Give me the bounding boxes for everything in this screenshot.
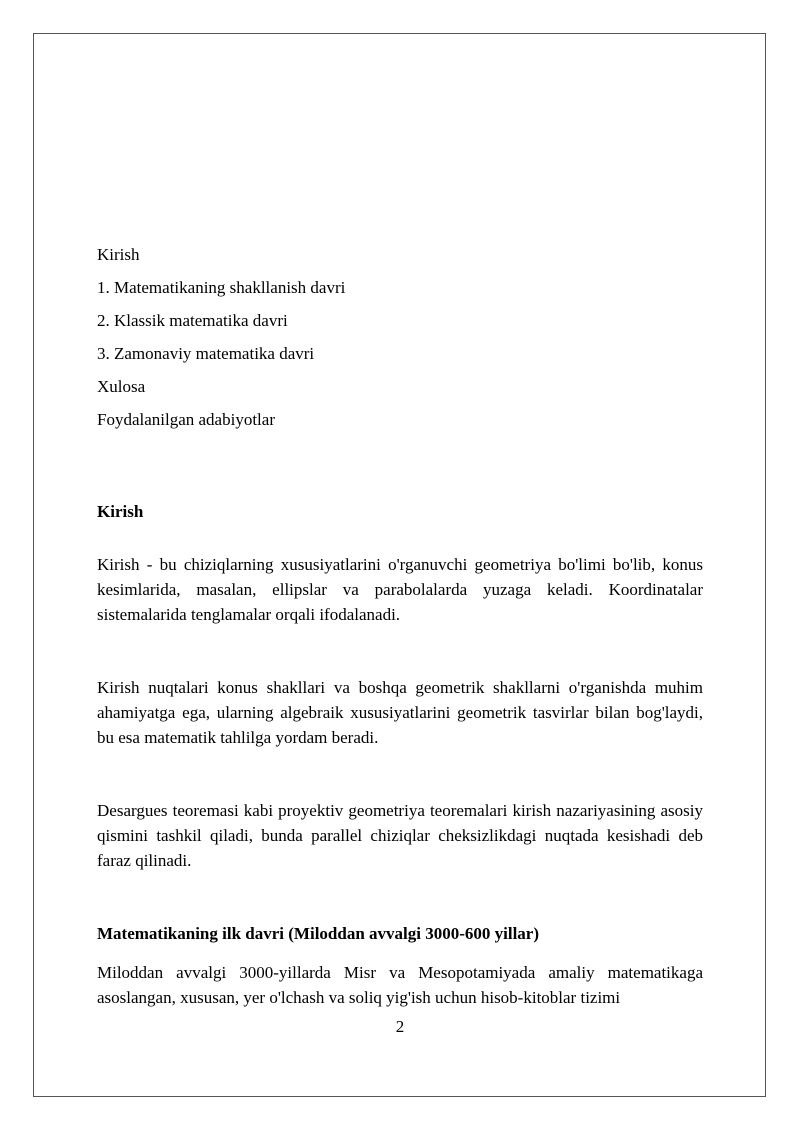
toc-item-conclusion: Xulosa: [97, 377, 146, 396]
paragraph-early-period-1: Miloddan avvalgi 3000-yillarda Misr va Mesopotamiyada amaliy matematikaga asoslangan, xususan, yer o'lchash va soliq yig'ish uchun hisob-kitoblar tizimi: [97, 963, 703, 1007]
paragraph-introduction-2: Kirish nuqtalari konus shakllari va boshqa geometrik shakllarni o'rganishda muhim ahamiyatga ega, ularning algebraik xususiyatlarini geometrik tasvirlar bilan bog'laydi, bu esa matematik tahlilga yordam beradi.: [97, 678, 703, 747]
toc-item-references: Foydalanilgan adabiyotlar: [97, 410, 275, 429]
toc-item-formation-period: 1. Matematikaning shakllanish davri: [97, 278, 346, 297]
toc-item-classical-period: 2. Klassik matematika davri: [97, 311, 288, 330]
paragraph-introduction-1: Kirish - bu chiziqlarning xususiyatlarini o'rganuvchi geometriya bo'limi bo'lib, konus kesimlarida, masalan, ellipslar va parabolalarda yuzaga keladi. Koordinatalar sistemalarida tenglamalar orqali ifodalanadi.: [97, 555, 703, 624]
section-heading-early-period: Matematikaning ilk davri (Miloddan avvalgi 3000-600 yillar): [97, 924, 540, 943]
paragraph-introduction-3: Desargues teoremasi kabi proyektiv geometriya teoremalari kirish nazariyasining asosiy qismini tashkil qiladi, bunda parallel chiziqlar cheksizlikdagi nuqtada kesishadi deb faraz qilinadi.: [97, 801, 703, 870]
toc-item-introduction: Kirish: [97, 245, 140, 264]
section-heading-introduction: Kirish: [97, 502, 144, 521]
page-number: 2: [395, 1017, 405, 1036]
table-of-contents: [97, 242, 703, 440]
toc-item-modern-period: 3. Zamonaviy matematika davri: [97, 344, 315, 363]
